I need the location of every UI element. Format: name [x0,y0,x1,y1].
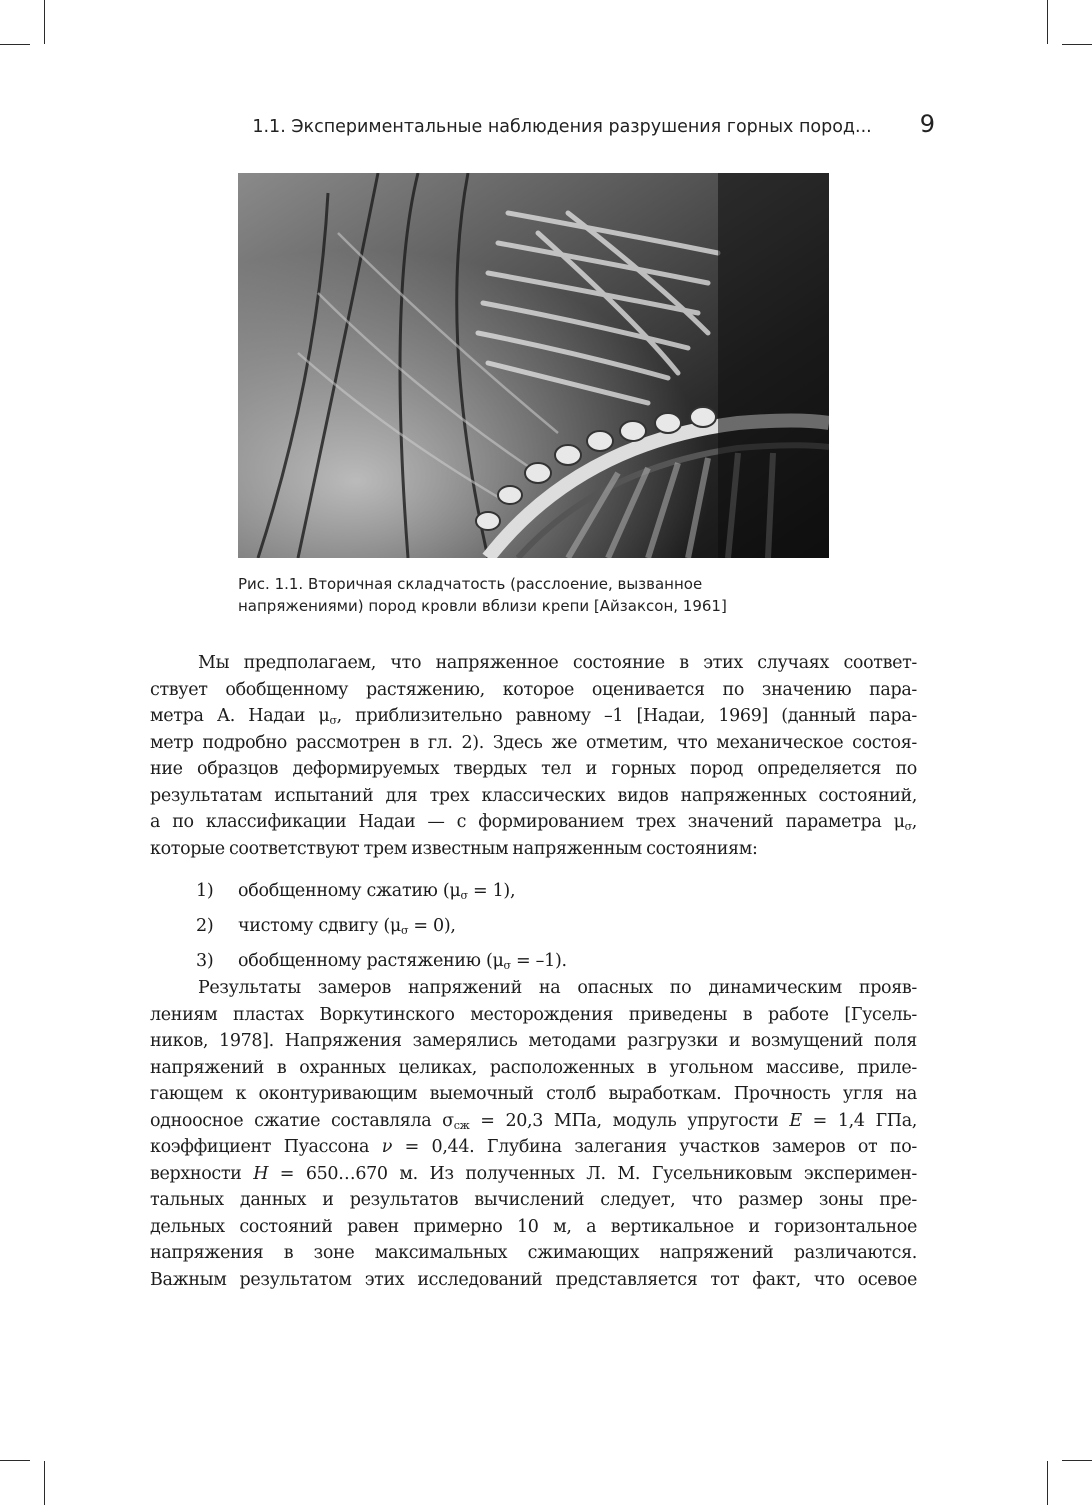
text-line: Важным результатом этих исследований представляется тот факт, что осевое [150,1269,917,1290]
text-line: метра А. Надаи $\mu_\sigma$, приблизительно равному –1 [Надаи, 1969] (данный пара- [150,706,917,727]
text-line: ников, 1978]. Напряжения замерялись методами разгрузки и возмущений поля [150,1031,917,1051]
figure-photo [238,173,829,558]
crop-mark [0,44,30,45]
text-line: верхности H = 650…670 м. Из полученных Л. М. Гусельниковым эксперимен- [150,1163,917,1184]
text-line: лениям пластах Воркутинского месторождения приведены в работе [Гусель- [150,1004,917,1025]
caption-line: Рис. 1.1. Вторичная складчатость (расслоение, вызванное [238,575,703,593]
stress-states-list [196,876,567,981]
running-head [150,110,935,138]
crop-mark [1062,1460,1092,1461]
running-title: 1.1. Экспериментальные наблюдения разрушения горных пород... [252,117,872,137]
rock-photo-illustration [238,173,829,558]
text-line: ние образцов деформируемых твердых тел и горных пород определяется по [150,759,917,779]
text-line: напряжений в охранных целиках, расположенных в угольном массиве, приле- [150,1057,917,1078]
text-line: тальных данных и результатов вычислений следует, что размер зоны пре- [150,1190,917,1210]
list-item: 2) чистому сдвигу $(\mu_\sigma = 0)$, [196,916,456,937]
text-line: гающем к оконтуривающим выемочный столб выработкам. Прочность угля на [150,1084,917,1104]
list-item: 3) обобщенному растяжению $(\mu_\sigma = -1)$. [196,951,567,972]
text-line: одноосное сжатие составляла $\sigma_{сж} = 20,3$ МПа, модуль упругости E = 1,4 ГПа, [150,1110,917,1132]
crop-mark [1047,0,1048,44]
text-line: Результаты замеров напряжений на опасных по динамическим прояв- [198,978,917,998]
caption-line: напряжениями) пород кровли вблизи крепи [Айзаксон, 1961] [238,597,727,615]
text-line: ствует обобщенному растяжению, которое оценивается по значению пара- [150,679,917,700]
text-line: коэффициент Пуассона ν = 0,44. Глубина залегания участков замеров от по- [150,1137,917,1157]
crop-mark [1062,44,1092,45]
crop-mark [1047,1461,1048,1505]
paragraph-1 [150,650,917,862]
text-line: которые соответствуют трем известным напряженным состояниям: [150,838,758,859]
page-number: 9 [919,110,935,138]
text-line: результатам испытаний для трех классических видов напряженных состояний, [150,785,917,806]
figure-caption [238,573,798,617]
crop-mark [44,0,45,44]
text-line: метр подробно рассмотрен в гл. 2). Здесь же отметим, что механическое состоя- [150,732,917,753]
crop-mark [0,1460,30,1461]
text-line: дельных состояний равен примерно 10 м, а вертикальное и горизонтальное [150,1216,917,1237]
paragraph-2 [150,975,917,1293]
text-line: а по классификации Надаи — с формированием трех значений параметра $\mu_\sigma$, [150,812,917,833]
list-item: 1) обобщенному сжатию $(\mu_\sigma = 1)$, [196,881,516,902]
text-line: напряжения в зоне максимальных сжимающих напряжений различаются. [150,1243,917,1263]
text-line: Мы предполагаем, что напряженное состояние в этих случаях соответ- [198,653,917,673]
crop-mark [44,1461,45,1505]
